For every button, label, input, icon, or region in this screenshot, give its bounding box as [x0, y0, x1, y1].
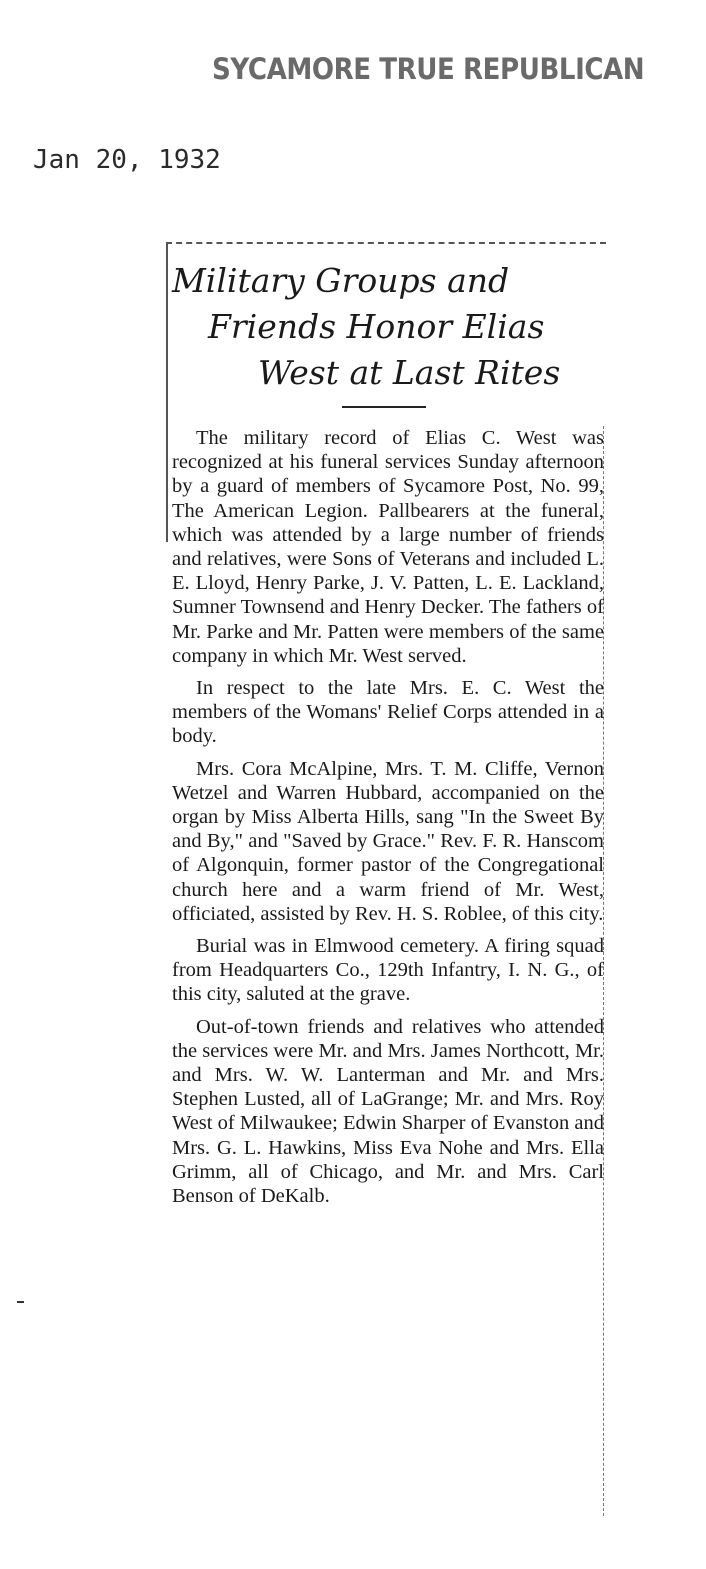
scan-stray-mark	[17, 1301, 24, 1303]
headline-line-3: West at Last Rites	[258, 353, 561, 392]
article-paragraph-4: Burial was in Elmwood cemetery. A firing squad from Headquarters Co., 129th Infantry, I. N. G., of this city, saluted at the grave.	[172, 935, 604, 1006]
clipping-top-border	[166, 242, 606, 244]
newspaper-masthead-stamp: SYCAMORE TRUE REPUBLICAN	[212, 52, 645, 86]
clipping-date: Jan 20, 1932	[33, 145, 221, 175]
article-paragraph-2: In respect to the late Mrs. E. C. West the members of the Womans' Relief Corps attended in a body.	[172, 677, 604, 748]
article-paragraph-3: Mrs. Cora McAlpine, Mrs. T. M. Cliffe, Vernon Wetzel and Warren Hubbard, accompanied on the organ by Miss Alberta Hills, sang "In the Sweet By and By," and "Saved by Grace." Rev. F. R. Hanscom of Algonquin, former pastor of the Congregational church here and a warm friend of Mr. West, officiated, assisted by Rev. H. S. Roblee, of this city.	[172, 757, 604, 925]
headline-divider	[342, 406, 426, 408]
clipping-left-border	[166, 242, 168, 542]
article-body	[172, 426, 604, 1216]
headline-line-1: Military Groups and	[172, 261, 510, 300]
headline-line-2: Friends Honor Elias	[208, 307, 545, 346]
newspaper-clipping	[162, 236, 612, 1536]
article-paragraph-1: The military record of Elias C. West was recognized at his funeral services Sunday afternoon by a guard of members of Sycamore Post, No. 99, The American Legion. Pallbearers at the funeral, which was attended by a large number of friends and relatives, were Sons of Veterans and included L. E. Lloyd, Henry Parke, J. V. Patten, L. E. Lackland, Sumner Townsend and Henry Decker. The fathers of Mr. Parke and Mr. Patten were members of the same company in which Mr. West served.	[172, 427, 604, 667]
article-paragraph-5: Out-of-town friends and relatives who attended the services were Mr. and Mrs. James Northcott, Mr. and Mrs. W. W. Lanterman and Mr. and Mrs. Stephen Lusted, all of LaGrange; Mr. and Mrs. Roy West of Milwaukee; Edwin Sharper of Evanston and Mrs. G. L. Hawkins, Miss Eva Nohe and Mrs. Ella Grimm, all of Chicago, and Mr. and Mrs. Carl Benson of DeKalb.	[172, 1015, 604, 1208]
article-headline	[172, 258, 612, 396]
